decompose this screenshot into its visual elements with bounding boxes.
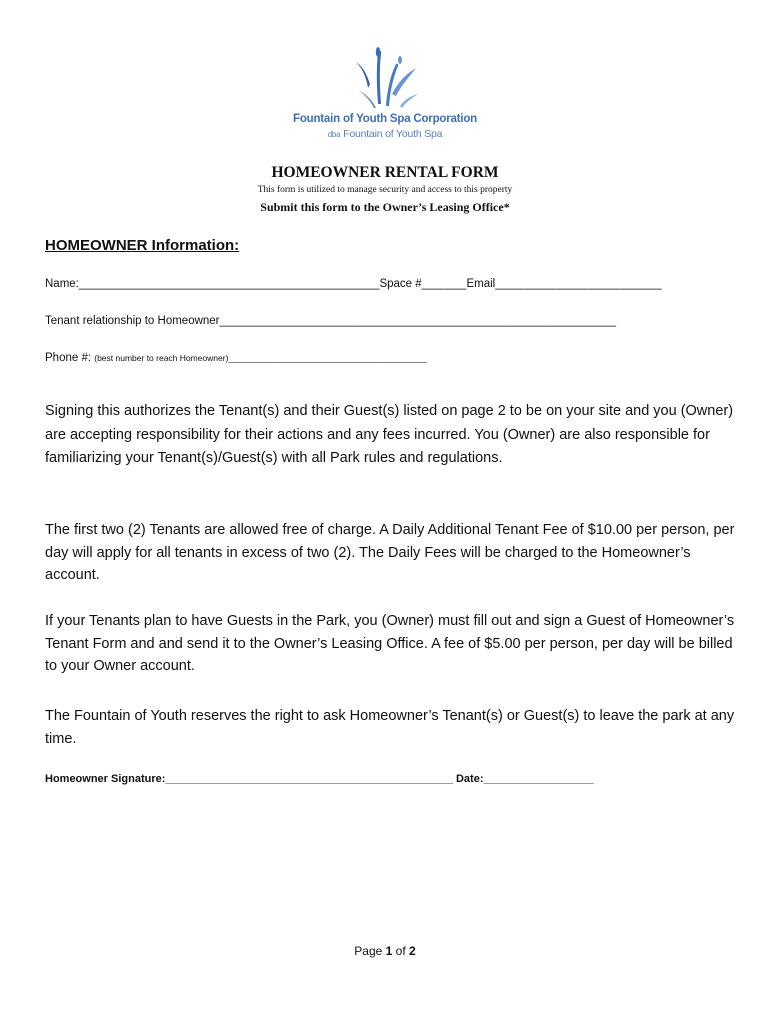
guest-fee-paragraph: If your Tenants plan to have Guests in the Park, you (Owner) must fill out and sign a Guest of Homeowner’s Tenant Form and and send it to the Owner’s Leasing Office. A fee of $5.00 per person, per day will be billed to your Owner account. — [45, 613, 735, 674]
signature-date-field[interactable]: Homeowner Signature:_______________________________________________ Date:__________________ — [45, 773, 594, 785]
phone-label: Phone #: — [45, 352, 92, 364]
page-number: Page 1 of 2 — [354, 944, 416, 958]
tenant-relationship-field[interactable]: Tenant relationship to Homeowner______________________________________________________________ — [45, 315, 617, 327]
authorization-paragraph: Signing this authorizes the Tenant(s) and their Guest(s) listed on page 2 to be on your site and you (Owner) are accepting responsibility for their actions and any fees incurred. You (Owner) are also responsible for familiarizing your Tenant(s)/Guest(s) with all Park rules and regulations. — [45, 403, 734, 466]
form-title: HOMEOWNER RENTAL FORM — [271, 164, 499, 181]
corporation-dba — [0, 128, 770, 140]
phone-field[interactable] — [45, 352, 427, 364]
reserve-right-paragraph: The Fountain of Youth reserves the right to ask Homeowner’s Tenant(s) or Guest(s) to leave the park at any time. — [45, 708, 735, 747]
dba-name: Fountain of Youth Spa — [343, 128, 443, 140]
form-subtitle: This form is utilized to manage security and access to this property — [257, 185, 513, 195]
submit-instruction: Submit this form to the Owner’s Leasing Office* — [260, 200, 510, 214]
tenant-fee-paragraph: The first two (2) Tenants are allowed free of charge. A Daily Additional Tenant Fee of $10.00 per person, per day will apply for all tenants in excess of two (2). The Daily Fees will be charged to the Homeowner’s account. — [45, 522, 735, 583]
name-space-email-field[interactable]: Name:_______________________________________________Space #_______Email__________________________ — [45, 278, 662, 290]
fountain-logo-icon — [340, 44, 430, 112]
corporation-name: Fountain of Youth Spa Corporation — [293, 113, 477, 125]
dba-prefix: dba — [327, 130, 341, 139]
phone-hint: (best number to reach Homeowner)__________________________________________ — [94, 353, 427, 363]
homeowner-info-heading: HOMEOWNER Information: — [45, 237, 240, 254]
